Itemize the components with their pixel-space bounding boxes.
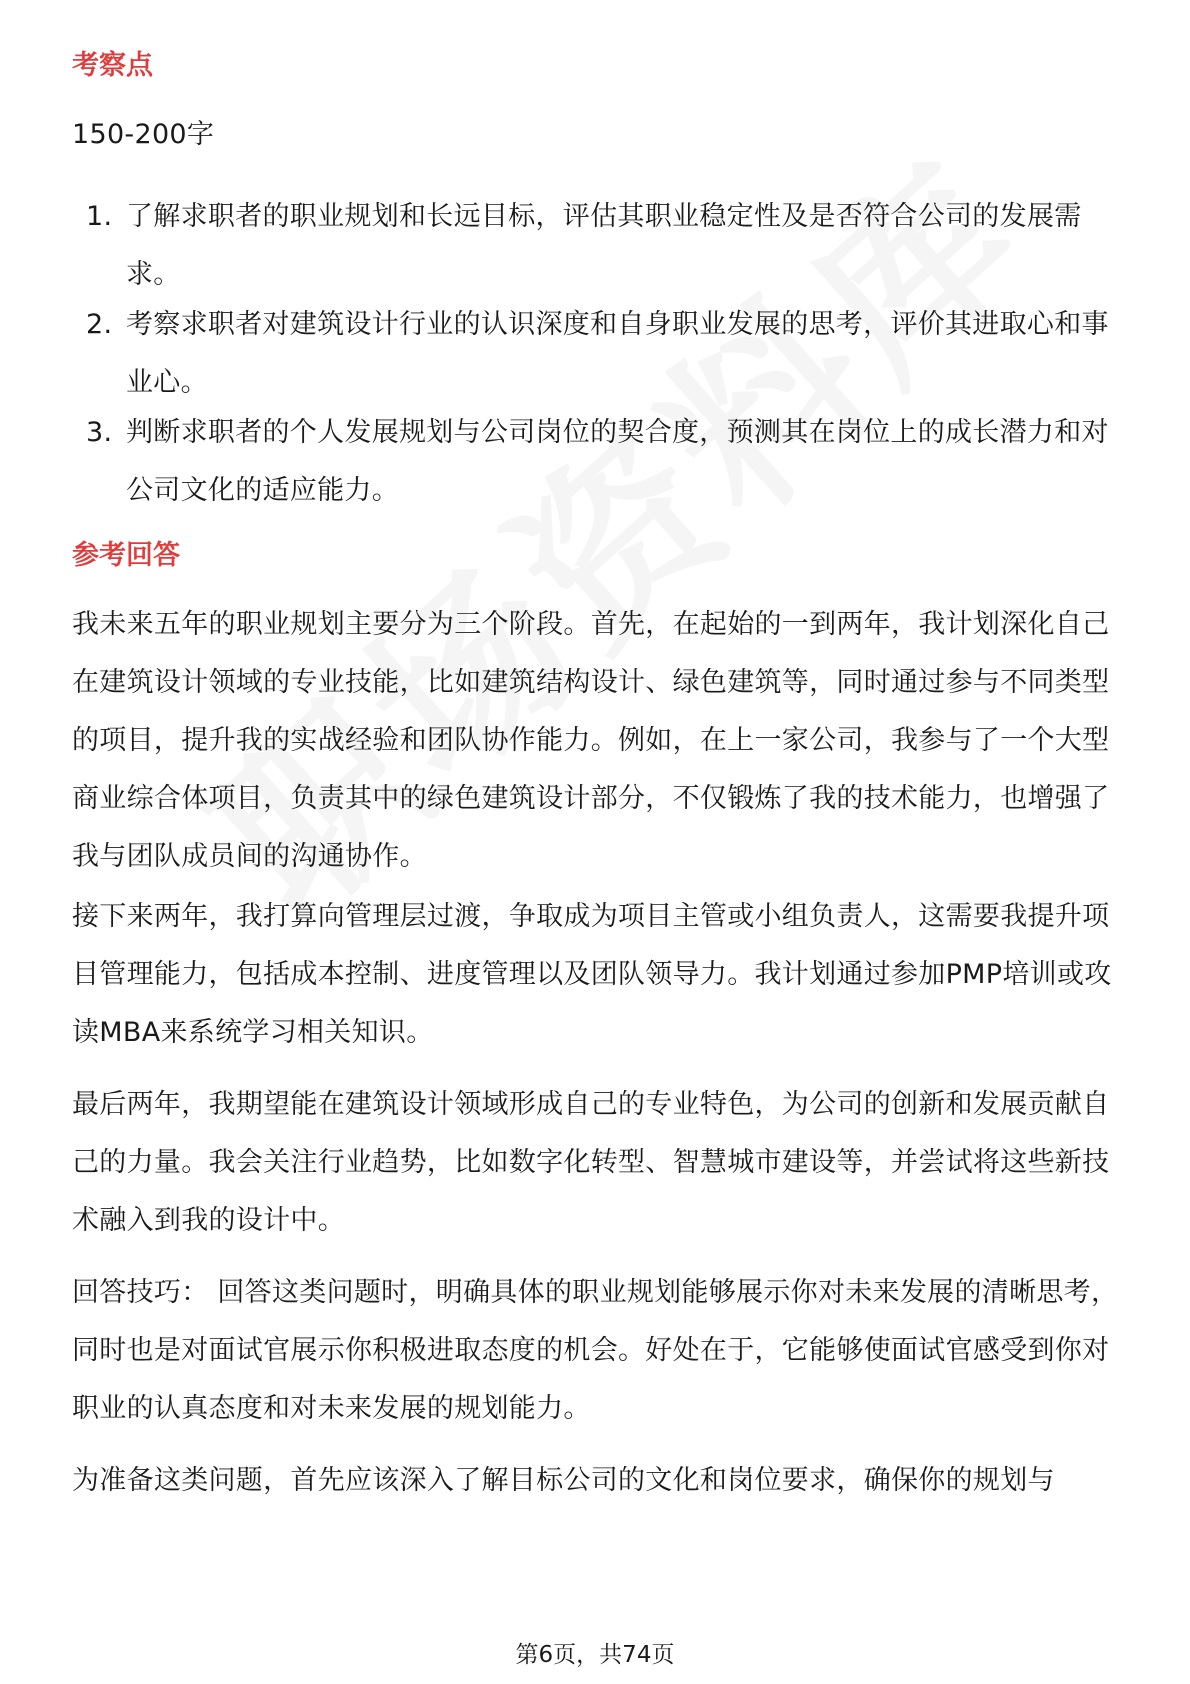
answer-paragraph: 接下来两年，我打算向管理层过渡，争取成为项目主管或小组负责人，这需要我提升项目管理能力，包括成本控制、进度管理以及团队领导力。我计划通过参加PMP培训或攻读MBA来系统学习相关知识。 bbox=[72, 901, 1112, 1048]
answer-paragraph: 为准备这类问题，首先应该深入了解目标公司的文化和岗位要求，确保你的规划与 bbox=[72, 1465, 1055, 1496]
list-item bbox=[72, 296, 1122, 412]
list-item-number: 3. bbox=[86, 417, 113, 448]
reference-answer-heading: 参考回答 bbox=[72, 540, 180, 571]
answer-paragraph: 最后两年，我期望能在建筑设计领域形成自己的专业特色，为公司的创新和发展贡献自己的力量。我会关注行业趋势，比如数字化转型、智慧城市建设等，并尝试将这些新技术融入到我的设计中。 bbox=[72, 1089, 1110, 1236]
list-item bbox=[72, 404, 1122, 520]
list-item-text: 判断求职者的个人发展规划与公司岗位的契合度，预测其在岗位上的成长潜力和对公司文化的适应能力。 bbox=[126, 417, 1109, 506]
word-count-note: 150-200字 bbox=[72, 119, 215, 150]
list-item bbox=[72, 188, 1122, 304]
list-item-number: 2. bbox=[86, 309, 113, 340]
list-item-number: 1. bbox=[86, 201, 113, 232]
answer-tips-paragraph: 回答技巧： 回答这类问题时，明确具体的职业规划能够展示你对未来发展的清晰思考，同时也是对面试官展示你积极进取态度的机会。好处在于，它能够使面试官感受到你对职业的认真态度和对未来发展的规划能力。 bbox=[72, 1277, 1119, 1424]
exam-points-list bbox=[72, 188, 1122, 520]
answer-paragraph: 我未来五年的职业规划主要分为三个阶段。首先，在起始的一到两年，我计划深化自己在建筑设计领域的专业技能，比如建筑结构设计、绿色建筑等，同时通过参与不同类型的项目，提升我的实战经验和团队协作能力。例如，在上一家公司，我参与了一个大型商业综合体项目，负责其中的绿色建筑设计部分，不仅锻炼了我的技术能力，也增强了我与团队成员间的沟通协作。 bbox=[72, 609, 1110, 872]
list-item-text: 了解求职者的职业规划和长远目标，评估其职业稳定性及是否符合公司的发展需求。 bbox=[126, 201, 1082, 290]
list-item-text: 考察求职者对建筑设计行业的认识深度和自身职业发展的思考，评价其进取心和事业心。 bbox=[126, 309, 1109, 398]
exam-points-heading: 考察点 bbox=[72, 50, 153, 81]
page-number-footer: 第6页，共74页 bbox=[515, 1642, 675, 1668]
